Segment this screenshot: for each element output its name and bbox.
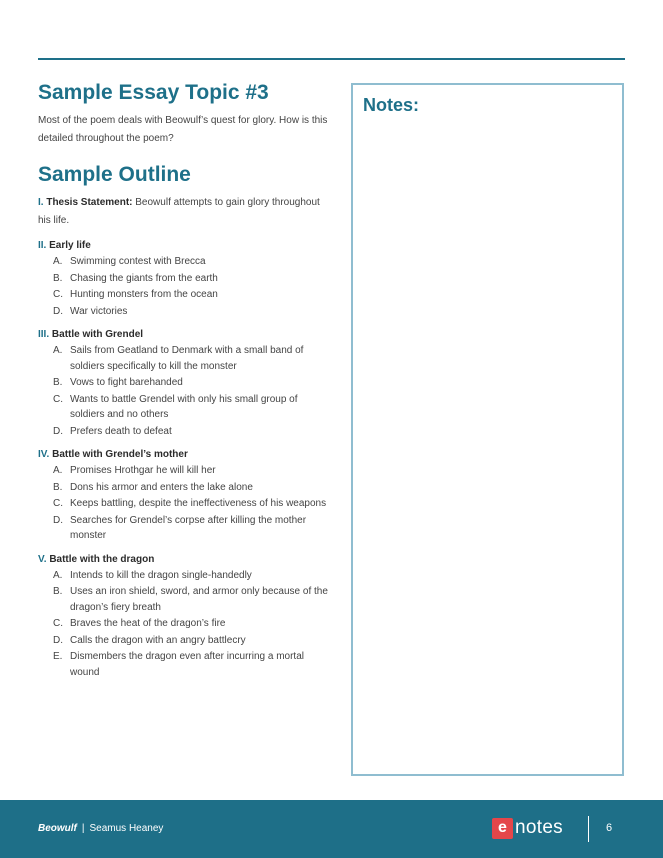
item-letter: D. [53,514,63,526]
item-letter: A. [53,256,63,267]
footer-citation [38,823,163,834]
outline-sections [38,238,328,680]
item-letter: B. [53,272,63,284]
item-letter: C. [53,289,63,300]
thesis-statement [38,194,328,230]
item-letter: A. [53,569,63,581]
section-items [38,254,328,319]
item-text: Dismembers the dragon even after incurring a mortal wound [70,651,304,678]
section-number: V. [38,553,47,565]
enotes-logo-mark: e [492,818,513,839]
outline-title: Sample Outline [38,163,191,186]
outline-item [38,568,328,584]
item-text: Vows to fight barehanded [70,377,183,388]
item-letter: B. [53,586,63,597]
item-text: Braves the heat of the dragon’s fire [70,618,226,629]
item-letter: A. [53,345,63,356]
item-text: Dons his armor and enters the lake alone [70,481,253,493]
outline-item [38,287,328,303]
item-text: Hunting monsters from the ocean [70,289,218,300]
outline-item [38,304,328,320]
notes-box [351,83,624,776]
section-title: Early life [49,240,91,251]
enotes-logo-word: notes [515,817,563,838]
outline-item [38,254,328,270]
section-heading [38,327,328,342]
item-text: Prefers death to defeat [70,425,172,437]
item-letter: D. [53,634,63,646]
item-text: War victories [70,305,128,317]
outline-item [38,616,328,632]
section-title: Battle with the dragon [49,553,155,565]
section-number: IV. [38,449,50,460]
outline-item [38,633,328,649]
notes-title: Notes: [363,95,420,115]
section-number: II. [38,240,47,251]
enotes-logo[interactable] [492,817,563,839]
outline-item [38,649,328,680]
section-heading [38,238,328,253]
essay-topic-text: Most of the poem deals with Beowulf’s quest for glory. How is this detailed throughout the poem? [38,115,328,144]
content-column [38,80,328,680]
page-footer [0,800,663,858]
item-letter: D. [53,305,63,317]
outline-section [38,238,328,319]
item-text: Searches for Grendel’s corpse after killing the mother monster [70,514,307,541]
item-letter: D. [53,425,63,437]
item-text: Intends to kill the dragon single-handedly [70,569,252,581]
outline-item [38,584,328,615]
item-text: Wants to battle Grendel with only his small group of soldiers and no others [70,393,298,420]
footer-separator: | [81,823,85,834]
section-items [38,343,328,439]
item-letter: E. [53,651,63,662]
item-text: Promises Hrothgar he will kill her [70,465,216,476]
thesis-number: I. [38,197,44,208]
outline-item [38,496,328,512]
footer-divider [588,816,589,842]
item-letter: C. [53,618,63,629]
section-items [38,568,328,681]
item-text: Keeps battling, despite the ineffectiveness of his weapons [70,498,327,509]
item-letter: B. [53,481,63,493]
item-letter: C. [53,393,63,405]
item-text: Swimming contest with Brecca [70,256,206,267]
item-letter: A. [53,465,63,476]
outline-item [38,424,328,440]
outline-section [38,552,328,681]
section-title: Battle with Grendel [51,329,144,340]
outline-item [38,480,328,496]
item-letter: B. [53,377,63,388]
outline-section [38,327,328,439]
section-title: Battle with Grendel’s mother [52,449,188,460]
section-items [38,463,328,544]
section-heading [38,447,328,462]
item-text: Calls the dragon with an angry battlecry [70,634,246,646]
outline-item [38,513,328,544]
item-text: Sails from Geatland to Denmark with a small band of soldiers specifically to kill the monster [70,345,304,372]
outline-section [38,447,328,544]
outline-item [38,343,328,374]
section-heading [38,552,328,567]
footer-author: Seamus Heaney [89,823,164,834]
outline-item [38,463,328,479]
outline-item [38,375,328,391]
section-number: III. [38,329,50,340]
item-letter: C. [53,498,63,509]
footer-book-title: Beowulf [38,823,77,834]
thesis-label: Thesis Statement: [46,197,133,208]
outline-item [38,271,328,287]
essay-topic-title: Sample Essay Topic #3 [38,81,269,104]
item-text: Uses an iron shield, sword, and armor only because of the dragon’s fiery breath [70,586,328,613]
item-text: Chasing the giants from the earth [70,272,218,284]
top-divider [38,58,625,60]
thesis-text: Beowulf attempts to gain glory throughout his life. [38,197,320,226]
page-number: 6 [606,822,613,834]
outline-item [38,392,328,423]
